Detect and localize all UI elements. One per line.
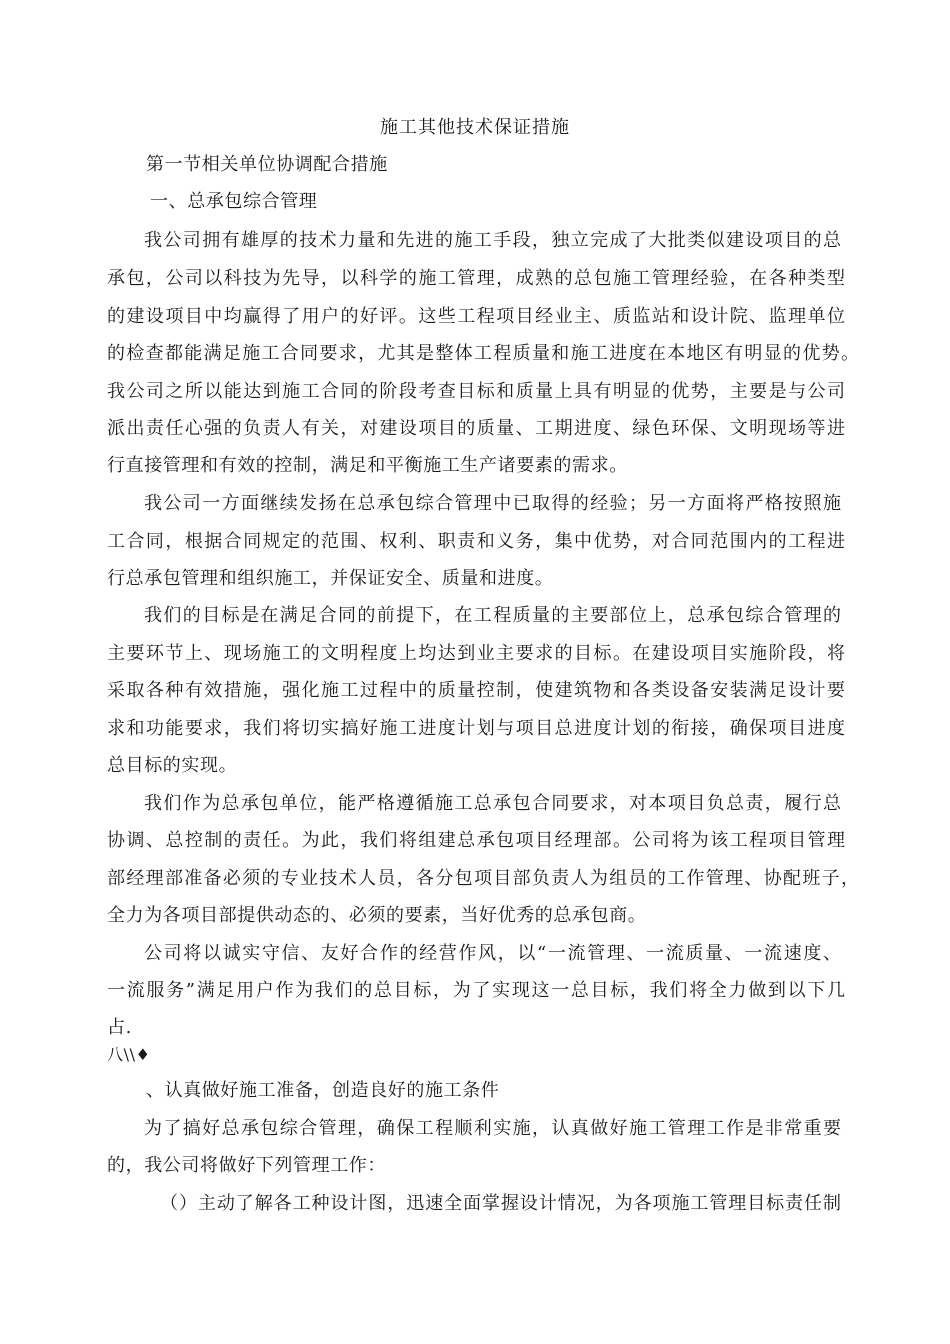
paragraph-4-line-1: 我们作为总承包单位，能严格遵循施工总承包合同要求，对本项目负总责，履行总 — [144, 793, 841, 814]
paragraph-6-line-1: 为了搞好总承包综合管理，确保工程顺利实施，认真做好施工管理工作是非常重要 — [144, 1118, 841, 1139]
paragraph-1-line-5: 我公司之所以能达到施工合同的阶段考查目标和质量上具有明显的优势，主要是与公司 — [107, 381, 845, 402]
paragraph-1-line-2: 承包，公司以科技为先导，以科学的施工管理，成熟的总包施工管理经验，在各种类型 — [107, 268, 845, 289]
paragraph-3-line-4: 求和功能要求，我们将切实搞好施工进度计划与项目总进度计划的衔接，确保项目进度 — [107, 718, 845, 739]
section-heading: 第一节相关单位协调配合措施 — [146, 154, 388, 175]
paragraph-1-line-4: 的检查都能满足施工合同要求，尤其是整体工程质量和施工进度在本地区有明显的优势。 — [107, 343, 859, 364]
paragraph-5-line-1: 公司将以诚实守信、友好合作的经营作风，以“一流管理、一流质量、一流速度、 — [144, 943, 841, 964]
paragraph-6-line-2: 的，我公司将做好下列管理工作： — [107, 1155, 386, 1176]
paragraph-1-line-1: 我公司拥有雄厚的技术力量和先进的施工手段，独立完成了大批类似建设项目的总 — [144, 230, 841, 251]
paragraph-1-line-3: 的建设项目中均赢得了用户的好评。这些工程项目经业主、质监站和设计院、监理单位 — [107, 306, 845, 327]
paragraph-2-line-2: 工合同，根据合同规定的范围、权利、职责和义务，集中优势，对合同范围内的工程进 — [107, 531, 845, 552]
paragraph-3-line-5: 总目标的实现。 — [107, 755, 238, 776]
list-item-1: （）主动了解各工种设计图，迅速全面掌握设计情况，为各项施工管理目标责任制 — [160, 1193, 841, 1214]
paragraph-4-line-2: 协调、总控制的责任。为此，我们将组建总承包项目经理部。公司将为该工程项目管理 — [107, 830, 845, 851]
paragraph-2-line-3: 行总承包管理和组织施工，并保证安全、质量和进度。 — [107, 568, 554, 589]
paragraph-3-line-1: 我们的目标是在满足合同的前提下，在工程质量的主要部位上，总承包综合管理的 — [144, 605, 841, 626]
paragraph-1-line-7: 行直接管理和有效的控制，满足和平衡施工生产诸要素的需求。 — [107, 455, 628, 476]
paragraph-4-line-4: 全力为各项目部提供动态的、必须的要素，当好优秀的总承包商。 — [107, 905, 647, 926]
document-title: 施工其他技术保证措施 — [380, 117, 570, 138]
ocr-artifact-text: 八\\♦ — [107, 1045, 151, 1064]
subsection-heading-1: 一、总承包综合管理 — [150, 191, 318, 212]
paragraph-2-line-1: 我公司一方面继续发扬在总承包综合管理中已取得的经验；另一方面将严格按照施 — [144, 493, 841, 514]
paragraph-5-line-2: 一流服务”满足用户作为我们的总目标，为了实现这一总目标，我们将全力做到以下几 — [107, 980, 845, 1001]
paragraph-4-line-3: 部经理部准备必须的专业技术人员，各分包项目部负责人为组员的工作管理、协配班子， — [107, 868, 859, 889]
paragraph-3-line-2: 主要环节上、现场施工的文明程度上均达到业主要求的目标。在建设项目实施阶段，将 — [107, 643, 845, 664]
paragraph-1-line-6: 派出责任心强的负责人有关，对建设项目的质量、工期进度、绿色环保、文明现场等进 — [107, 418, 845, 439]
paragraph-3-line-3: 采取各种有效措施，强化施工过程中的质量控制，使建筑物和各类设备安装满足设计要 — [107, 680, 845, 701]
subsection-heading-2: 、认真做好施工准备，创造良好的施工条件 — [146, 1080, 500, 1101]
paragraph-5-line-3: 占. — [107, 1017, 132, 1038]
